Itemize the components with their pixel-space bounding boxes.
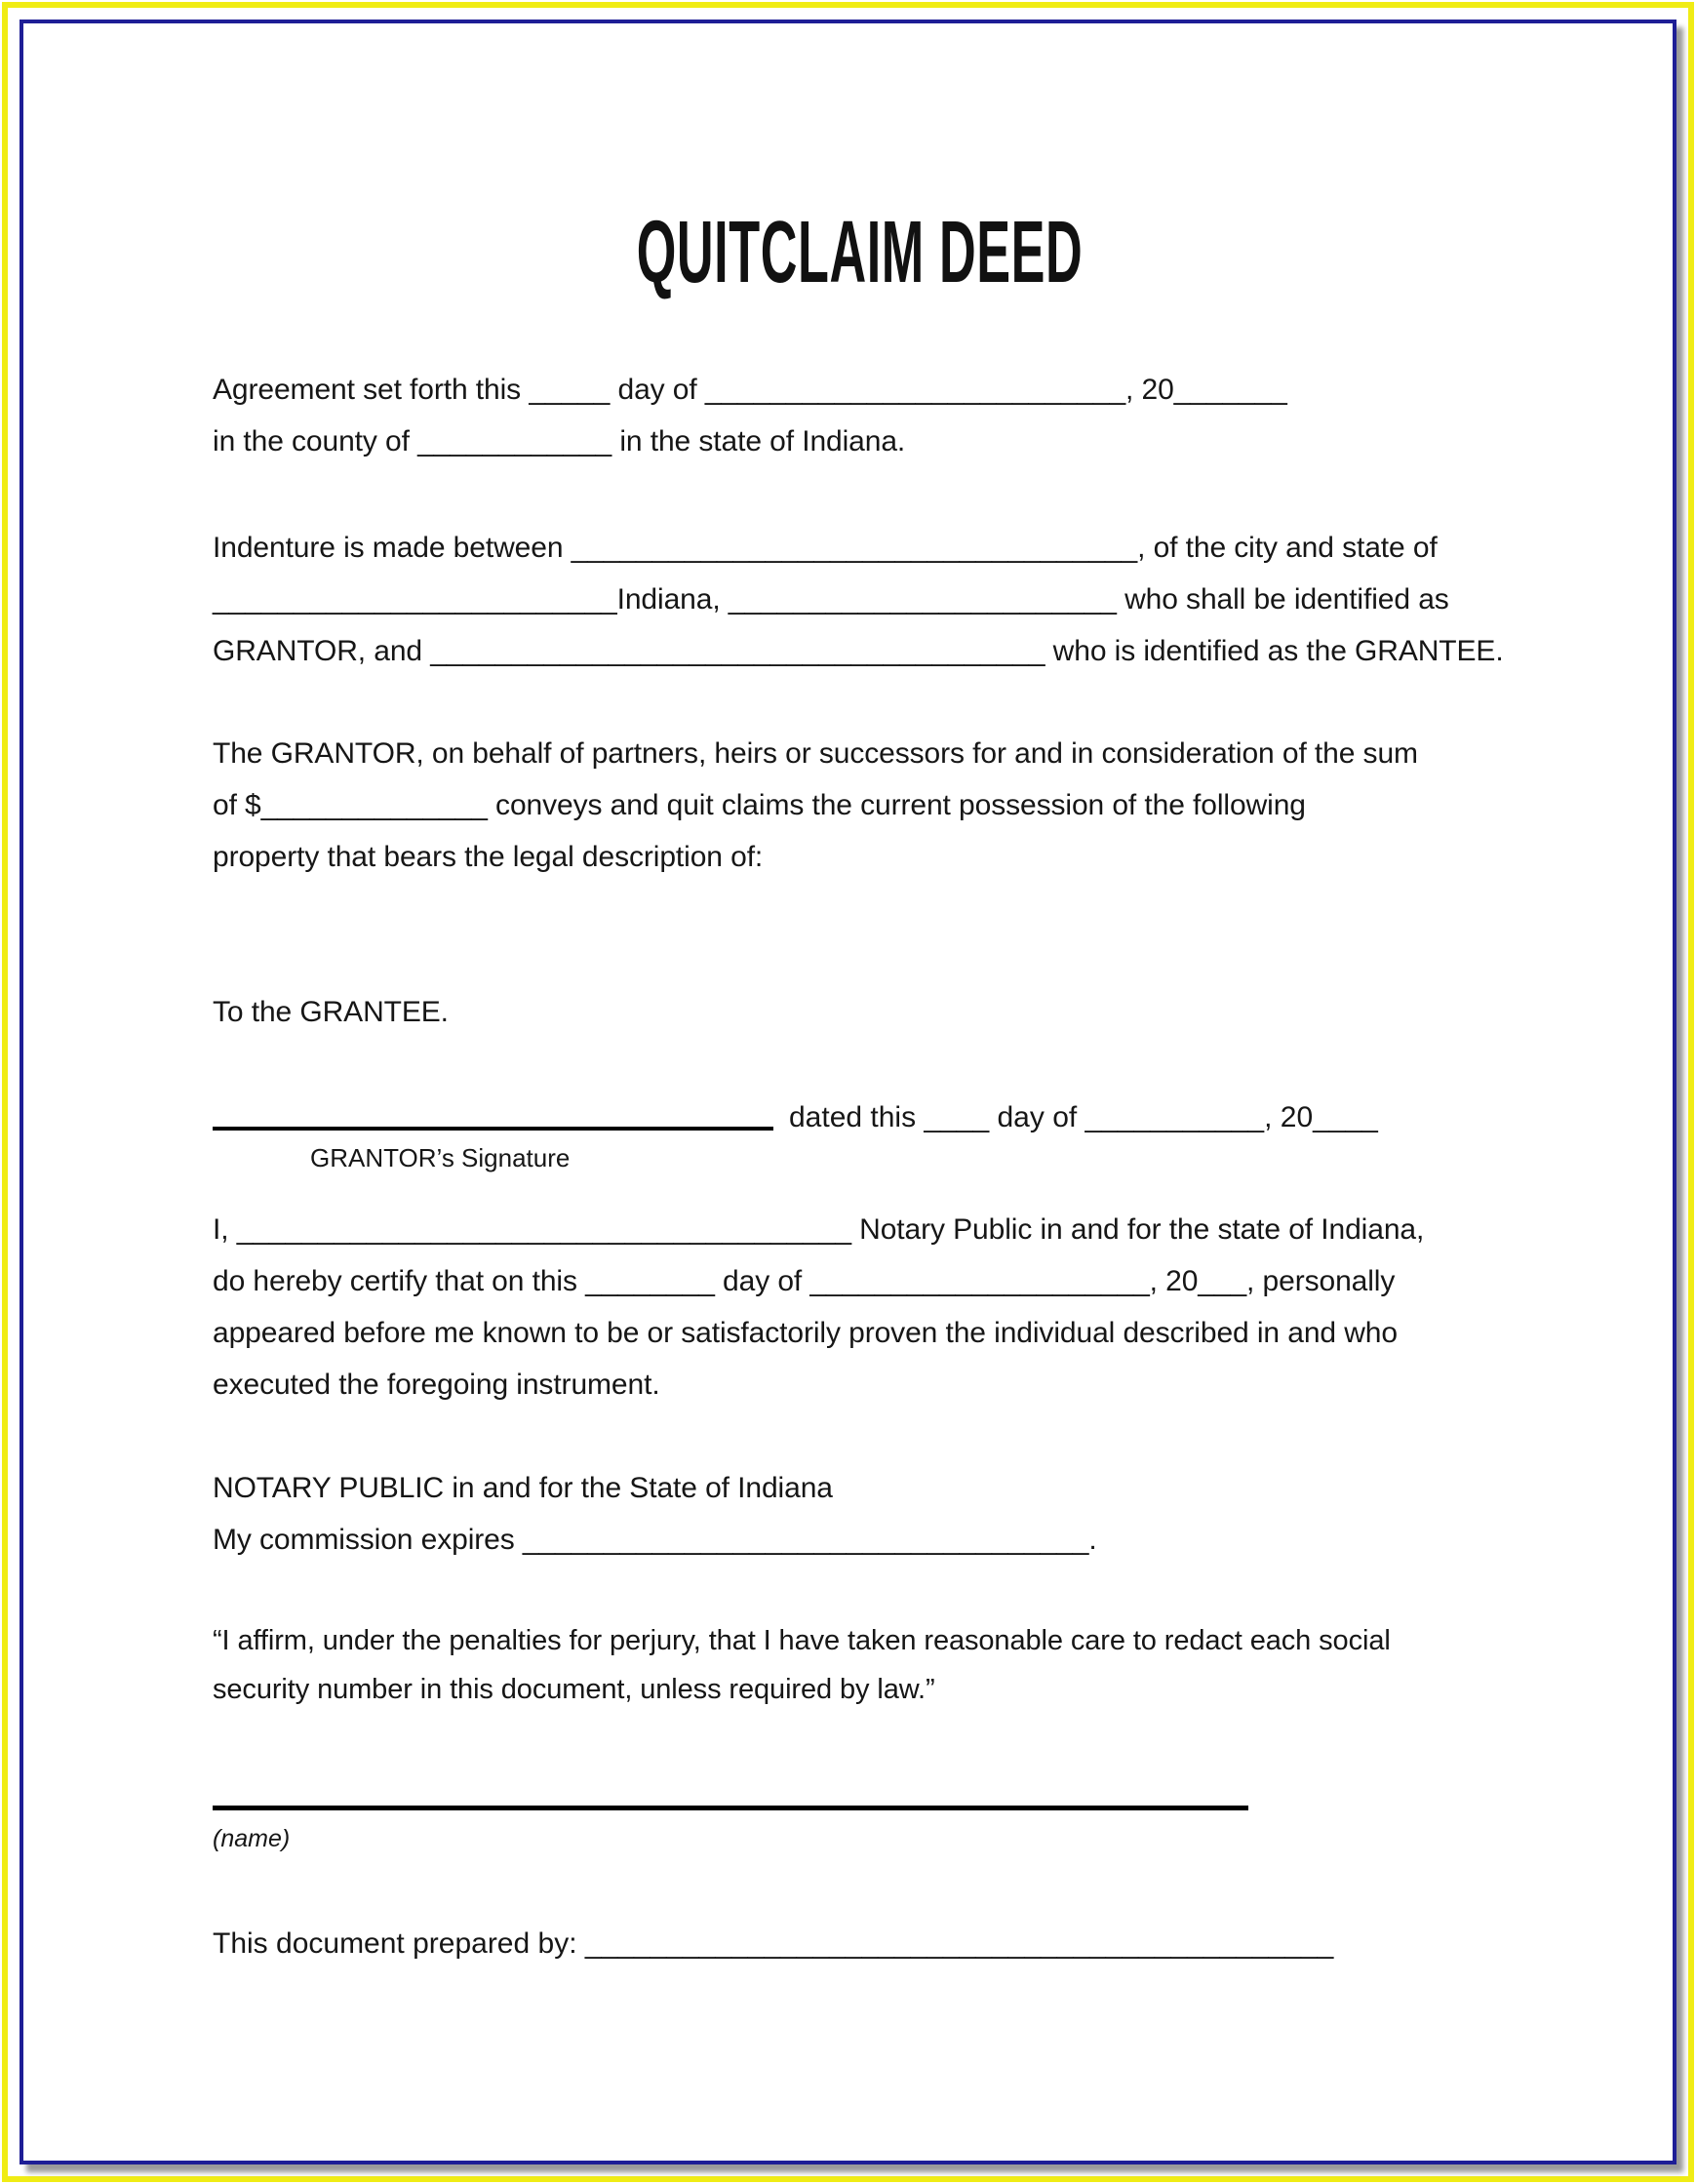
indenture-line-3: GRANTOR, and ______________________________________ who is identified as the GRANTEE. — [213, 635, 1504, 667]
affirmation-line-1: “I affirm, under the penalties for perjury, that I have taken reasonable care to redact each social — [213, 1625, 1391, 1656]
notary-line-4: executed the foregoing instrument. — [213, 1369, 660, 1401]
intro-line-2: in the county of ____________ in the state of Indiana. — [213, 425, 906, 457]
page-title: QUITCLAIM DEED — [636, 204, 1084, 301]
consideration-paragraph — [213, 728, 1507, 883]
grantee-line: To the GRANTEE. — [213, 996, 449, 1028]
affirmation-line-2: security number in this document, unless required by law.” — [213, 1674, 935, 1705]
grantor-signature-label: GRANTOR’s Signature — [310, 1143, 571, 1172]
notary-line-2: do hereby certify that on this ________ day of _____________________, 20___, personally — [213, 1265, 1396, 1297]
grantor-signature-line — [213, 1127, 773, 1131]
affirmation-paragraph — [213, 1616, 1507, 1714]
intro-paragraph — [213, 364, 1507, 467]
grantor-signature-row — [213, 1092, 1507, 1143]
notary-paragraph — [213, 1204, 1507, 1410]
notary-public-block — [213, 1462, 1507, 1566]
signature-dated-text: dated this ____ day of ___________, 20____ — [789, 1101, 1378, 1133]
notary-line-1: I, ______________________________________ Notary Public in and for the state of Indiana, — [213, 1213, 1425, 1246]
indenture-paragraph — [213, 522, 1507, 677]
name-signature-line — [213, 1806, 1248, 1810]
commission-expires-line: My commission expires ___________________________________. — [213, 1524, 1097, 1556]
consideration-line-3: property that bears the legal description of: — [213, 841, 764, 873]
consideration-line-2: of $______________ conveys and quit claims the current possession of the following — [213, 789, 1306, 821]
prepared-by-line: This document prepared by: ______________________________________________ — [213, 1927, 1334, 1960]
indenture-line-1: Indenture is made between ___________________________________, of the city and state of — [213, 532, 1438, 564]
document-content — [23, 23, 1673, 1969]
intro-line-1: Agreement set forth this _____ day of __________________________, 20_______ — [213, 374, 1287, 406]
notary-public-title: NOTARY PUBLIC in and for the State of Indiana — [213, 1472, 833, 1504]
indenture-line-2: _________________________Indiana, ________________________ who shall be identified as — [213, 583, 1449, 615]
consideration-line-1: The GRANTOR, on behalf of partners, heirs or successors for and in consideration of the sum — [213, 737, 1418, 770]
notary-line-3: appeared before me known to be or satisfactorily proven the individual described in and who — [213, 1317, 1398, 1349]
name-label: (name) — [213, 1825, 291, 1852]
